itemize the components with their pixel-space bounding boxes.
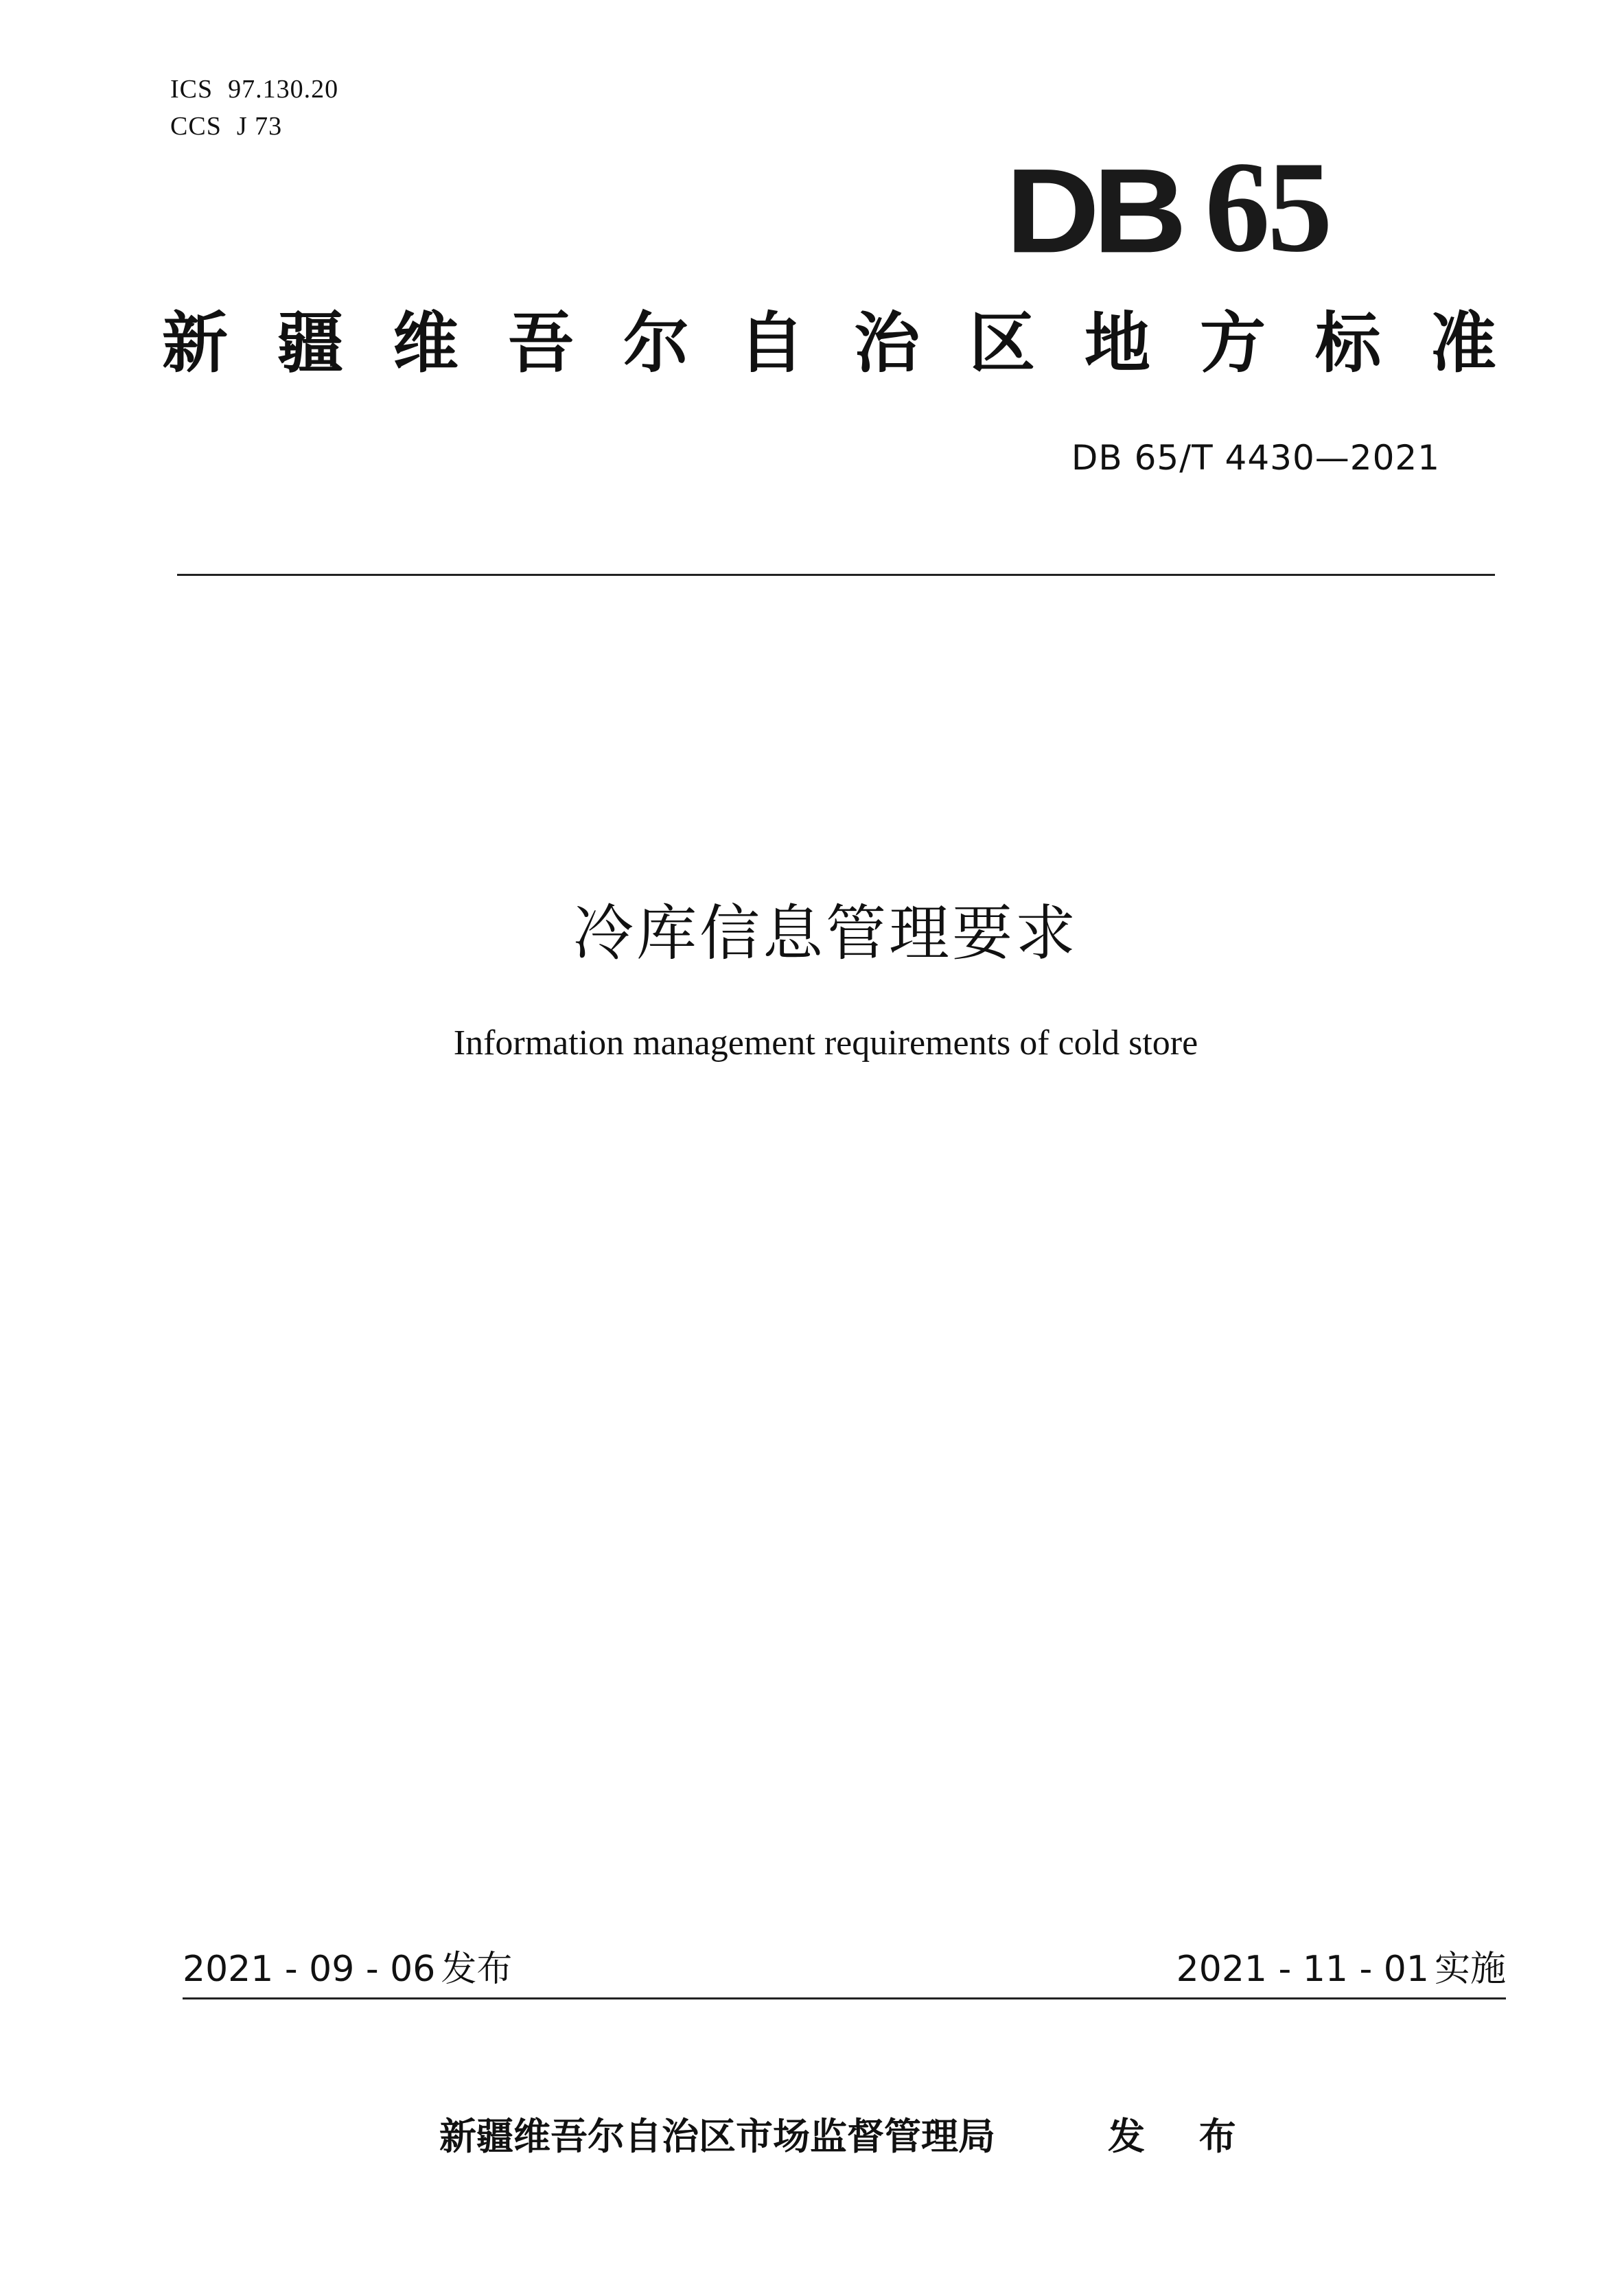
standard-category-heading: 新疆维吾尔自治区地方标准: [162, 305, 1546, 382]
implementation-date-label: 实施: [1434, 1949, 1506, 1990]
implementation-date: [1176, 1940, 1506, 1991]
document-title-chinese: 冷库信息管理要求: [572, 898, 1078, 969]
footer-divider: [183, 1997, 1506, 1999]
publish-label: 发 布: [1108, 2115, 1257, 2158]
issue-date-label: 发布: [441, 1949, 513, 1990]
document-title-english: Information management requirements of cold store: [453, 1023, 1198, 1063]
header-divider: [177, 574, 1495, 576]
issue-date: [183, 1940, 512, 1991]
publisher-name: 新疆维吾尔自治区市场监督管理局: [439, 2115, 995, 2158]
ccs-value: J 73: [236, 112, 283, 141]
standard-number: DB 65/T 4430—2021: [1071, 438, 1440, 478]
db-standard-mark: [1006, 135, 1330, 279]
issue-date-value: 2021 - 09 - 06: [183, 1949, 436, 1990]
ccs-code: [170, 111, 282, 141]
ics-code: [170, 74, 338, 104]
ccs-label: CCS: [170, 112, 222, 141]
ics-value: 97.130.20: [228, 75, 339, 104]
ics-label: ICS: [170, 75, 213, 104]
db-mark-letters: DB: [1006, 144, 1181, 279]
db-mark-number: 65: [1205, 135, 1330, 279]
implementation-date-value: 2021 - 11 - 01: [1176, 1949, 1429, 1990]
